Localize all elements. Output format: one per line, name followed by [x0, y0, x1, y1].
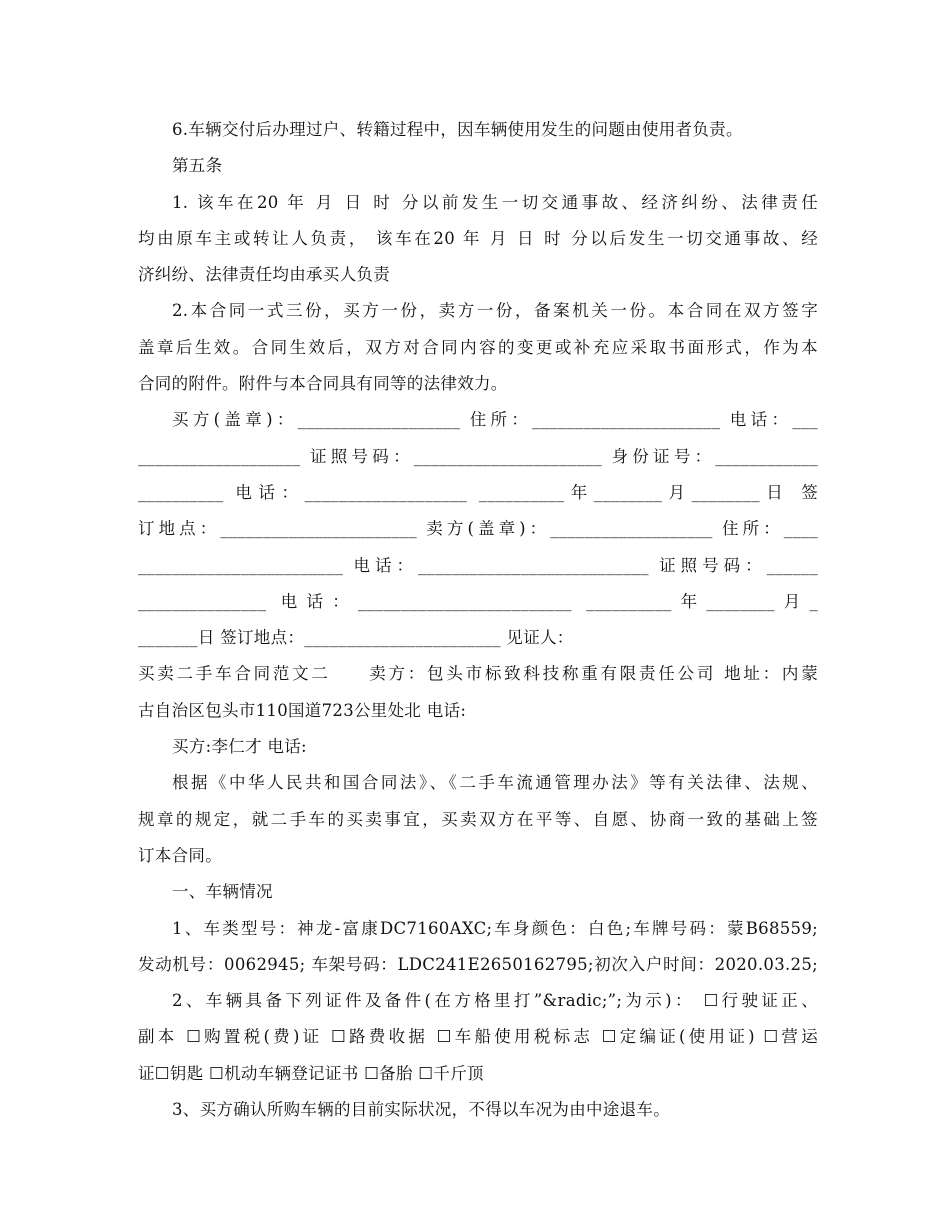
text-line: 6.车辆交付后办理过户、转籍过程中，因车辆使用发生的问题由使用者负责。: [172, 120, 743, 139]
text-line: ________________________ 电话：___________________________ 证照号码：______: [138, 555, 818, 575]
document-page: [138, 112, 818, 1128]
text-line: 发动机号：0062945; 车架号码：LDC241E2650162795;初次入户时间：2020.03.25;: [138, 954, 818, 974]
text-line: 规章的规定，就二手车的买卖事宜，买卖双方在平等、自愿、协商一致的基础上签: [138, 809, 818, 829]
text-line: 合同的附件。附件与本合同具有同等的法律效力。: [138, 374, 508, 394]
text-line: 证☐钥匙 ☐机动车辆登记证书 ☐备胎 ☐千斤顶: [138, 1063, 484, 1083]
text-line: _______日 签订地点：_______________________ 见证人：: [138, 628, 574, 648]
text-line: 副本 ☐购置税(费)证 ☐路费收据 ☐车船使用税标志 ☐定编证(使用证) ☐营运: [138, 1027, 818, 1047]
text-line: 济纠纷、法律责任均由承买人负责: [138, 265, 390, 285]
text-line: 订本合同。: [138, 845, 222, 865]
text-line: 2、车辆具备下列证件及备件(在方格里打”&radic;”;为示)： ☐行驶证正、: [172, 991, 818, 1011]
text-line: 古自治区包头市110国道723公里处北 电话:: [138, 700, 467, 720]
text-line: 均由原车主或转让人负责， 该车在20 年 月 日 时 分以后发生一切交通事故、经: [138, 228, 818, 248]
text-line: 买卖二手车合同范文二 卖方：包头市标致科技称重有限责任公司 地址：内蒙: [138, 664, 818, 684]
text-line: 1、车类型号：神龙-富康DC7160AXC;车身颜色：白色;车牌号码：蒙B68559;: [172, 918, 818, 938]
text-line: ___________________ 证照号码：______________________ 身份证号：____________: [138, 446, 818, 466]
text-line: __________ 电话：___________________ __________年________月________日 签: [138, 482, 818, 502]
text-line: 3、买方确认所购车辆的目前实际状况，不得以车况为由中途退车。: [172, 1100, 670, 1120]
text-line: 1. 该车在20 年 月 日 时 分以前发生一切交通事故、经济纠纷、法律责任: [172, 192, 818, 212]
text-line: _______________ 电话：_________________________ __________年________月_: [138, 591, 818, 611]
text-line: 2.本合同一式三份，买方一份，卖方一份，备案机关一份。本合同在双方签字: [172, 301, 818, 321]
text-line: 买方:李仁才 电话:: [172, 737, 307, 757]
text-line: 根据《中华人民共和国合同法》、《二手车流通管理办法》等有关法律、法规、: [172, 773, 818, 793]
text-line: 订地点：_______________________ 卖方(盖章)：___________________ 住所：____: [138, 519, 818, 539]
text-line: 第五条: [172, 156, 223, 176]
text-line: 买方(盖章)：___________________ 住所：______________________ 电话：___: [172, 410, 818, 430]
text-line: 盖章后生效。合同生效后，双方对合同内容的变更或补充应采取书面形式，作为本: [138, 337, 818, 357]
text-line: 一、车辆情况: [172, 882, 273, 902]
